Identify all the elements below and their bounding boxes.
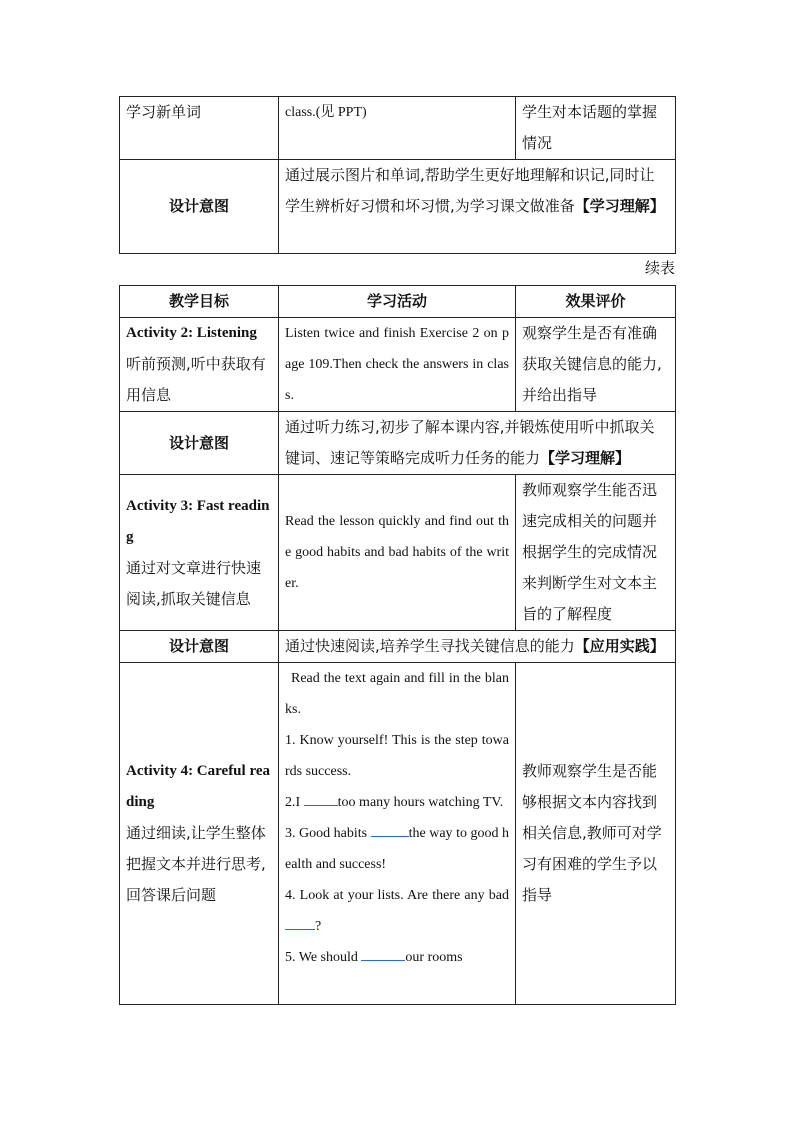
design-intent-label: 设计意图 xyxy=(120,631,279,663)
goal-text: 通过细读,让学生整体把握文本并进行思考,回答课后问题 xyxy=(126,824,266,904)
header-effect-evaluation: 效果评价 xyxy=(516,286,676,318)
exercise-item-text: 2.I xyxy=(285,795,304,810)
design-intent-text: 通过展示图片和单词,帮助学生更好地理解和识记,同时让学生辨析好习惯和坏习惯,为学习课文做准备 xyxy=(285,166,655,215)
table-row xyxy=(120,412,676,475)
evaluation-cell xyxy=(516,663,676,1005)
goal-cell xyxy=(120,318,279,412)
activity-cell xyxy=(279,475,516,631)
design-intent-label: 设计意图 xyxy=(120,412,279,475)
activity-cell xyxy=(279,97,516,160)
activity-text: Listen twice and finish Exercise 2 on page 109.Then check the answers in class. xyxy=(285,326,509,403)
exercise-item: 1. Know yourself! This is the step towards success. xyxy=(285,733,509,779)
table-row xyxy=(120,663,676,1005)
activity-title: Activity 2: Listening xyxy=(126,325,257,341)
design-intent-cell xyxy=(279,412,676,475)
design-intent-cell xyxy=(279,160,676,254)
exercise-item xyxy=(285,942,509,973)
evaluation-cell xyxy=(516,97,676,160)
fill-blank[interactable] xyxy=(361,944,405,961)
fill-blank[interactable] xyxy=(285,913,315,930)
top-table xyxy=(119,96,676,254)
activity-instruction: Read the text again and fill in the blanks. xyxy=(285,671,509,717)
exercise-item-text: ? xyxy=(315,919,322,934)
exercise-item-text: 3. Good habits xyxy=(285,826,371,841)
evaluation-text: 教师观察学生是否能够根据文本内容找到相关信息,教师可对学习有困难的学生予以指导 xyxy=(522,762,662,904)
goal-cell xyxy=(120,475,279,631)
design-intent-label xyxy=(120,160,279,254)
exercise-item-text: 4. Look at your lists. Are there any bad xyxy=(285,888,509,903)
goal-cell xyxy=(120,663,279,1005)
fill-blank[interactable] xyxy=(304,789,338,806)
evaluation-text: 教师观察学生能否迅速完成相关的问题并根据学生的完成情况来判断学生对文本主旨的了解程度 xyxy=(522,481,658,623)
activity-text: Read the lesson quickly and find out the good habits and bad habits of the writer. xyxy=(285,514,509,591)
table-header-row xyxy=(120,286,676,318)
main-table xyxy=(119,285,676,1005)
table-row xyxy=(120,475,676,631)
design-intent-tag: 【学习理解】 xyxy=(574,197,665,215)
goal-cell xyxy=(120,97,279,160)
evaluation-cell xyxy=(516,318,676,412)
header-teaching-goal: 教学目标 xyxy=(120,286,279,318)
evaluation-text: 学生对本话题的掌握情况 xyxy=(522,103,658,152)
goal-text: 听前预测,听中获取有用信息 xyxy=(126,355,266,404)
evaluation-text: 观察学生是否有准确获取关键信息的能力,并给出指导 xyxy=(522,324,662,404)
activity-text: class.(见 PPT) xyxy=(285,105,367,120)
activity-cell xyxy=(279,663,516,1005)
activity-cell xyxy=(279,318,516,412)
design-intent-label-text: 设计意图 xyxy=(168,197,229,215)
fill-blank[interactable] xyxy=(371,820,409,837)
goal-text: 通过对文章进行快速阅读,抓取关键信息 xyxy=(126,558,262,608)
table-row xyxy=(120,97,676,160)
goal-text: 学习新单词 xyxy=(126,103,202,121)
header-learning-activity: 学习活动 xyxy=(279,286,516,318)
design-intent-tag: 【学习理解】 xyxy=(540,449,631,467)
exercise-item xyxy=(285,787,509,818)
evaluation-cell xyxy=(516,475,676,631)
activity-title: Activity 3: Fast reading xyxy=(126,497,270,545)
exercise-item-text: too many hours watching TV. xyxy=(337,795,504,810)
design-intent-tag: 【应用实践】 xyxy=(574,637,665,655)
exercise-item-text: 5. We should xyxy=(285,950,362,965)
activity-title: Activity 4: Careful reading xyxy=(126,763,270,810)
design-intent-cell xyxy=(279,631,676,663)
design-intent-text: 通过快速阅读,培养学生寻找关键信息的能力 xyxy=(285,637,575,655)
exercise-item-text: the way to good health and success! xyxy=(285,826,509,872)
design-intent-text: 通过听力练习,初步了解本课内容,并锻炼使用听中抓取关键词、速记等策略完成听力任务的能力 xyxy=(285,418,655,467)
exercise-item xyxy=(285,880,509,942)
continued-label: 续表 xyxy=(644,259,675,277)
table-row xyxy=(120,318,676,412)
table-row xyxy=(120,160,676,254)
table-row xyxy=(120,631,676,663)
exercise-item-text: our rooms xyxy=(405,950,463,965)
exercise-item xyxy=(285,818,509,880)
